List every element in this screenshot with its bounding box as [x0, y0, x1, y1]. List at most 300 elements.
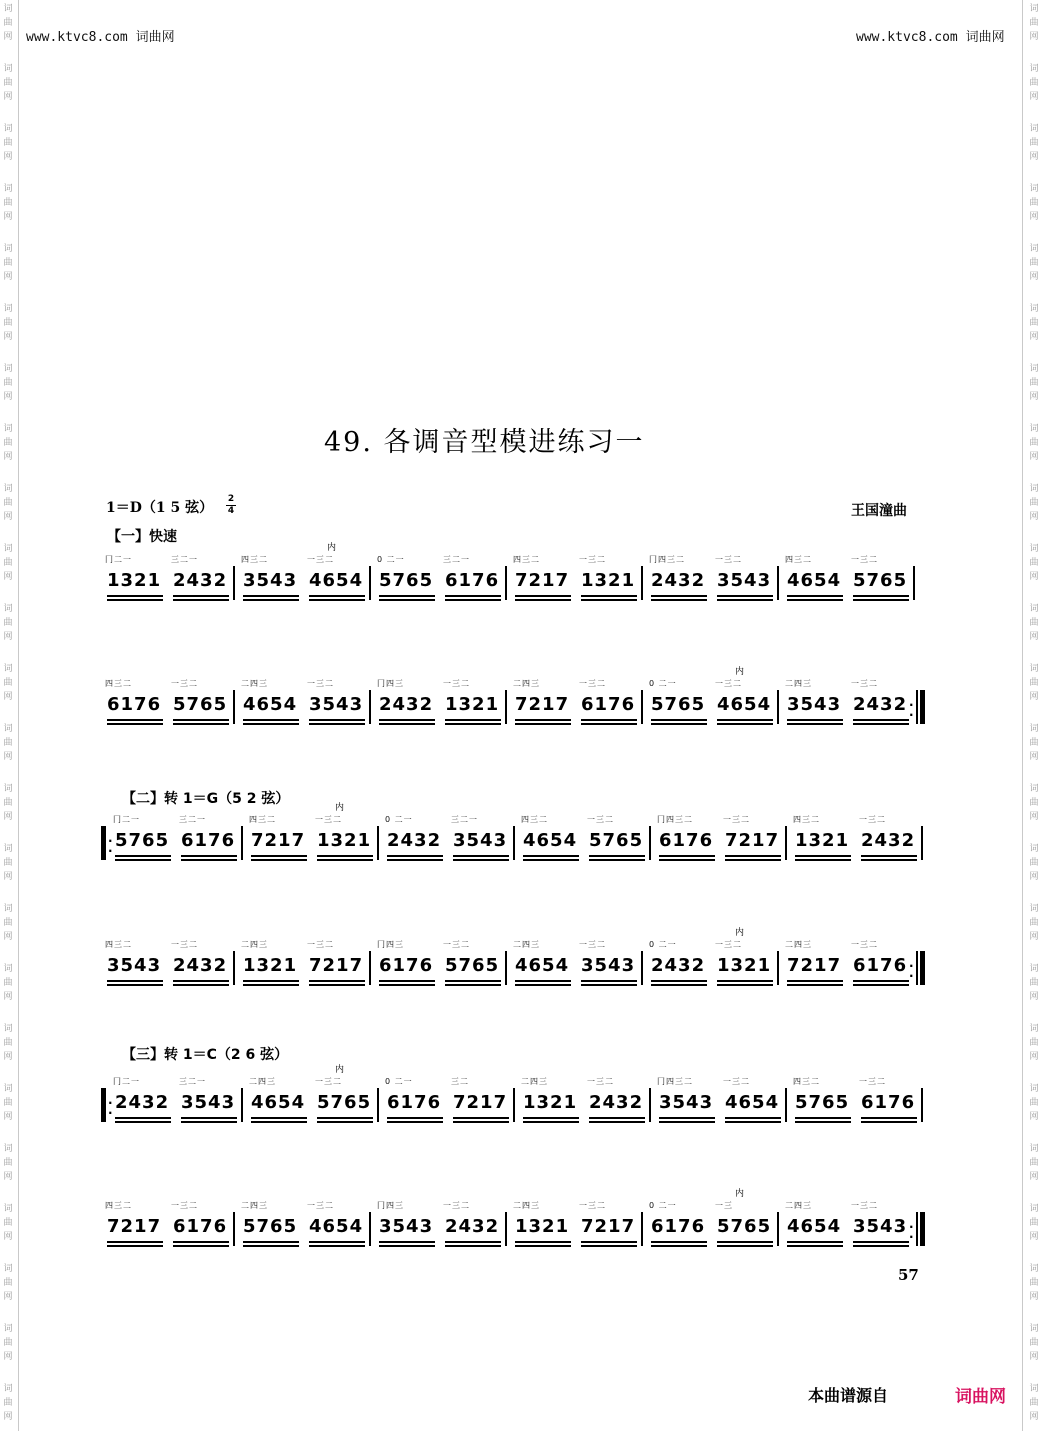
watermark-glyph: 曲: [1029, 18, 1039, 28]
watermark-glyph: 曲: [1029, 138, 1039, 148]
fingering-marks: 一三二: [579, 679, 606, 688]
watermark-glyph: 词: [1029, 364, 1039, 374]
watermark-glyph: 曲: [1029, 558, 1039, 568]
beam-line: [523, 859, 579, 861]
watermark-glyph: 网: [1029, 572, 1039, 582]
note-group: [443, 552, 505, 622]
fingering-marks: 一三二: [851, 1201, 878, 1210]
fingering-marks: 三二一: [451, 815, 478, 824]
watermark-glyph: 词: [1029, 544, 1039, 554]
fingering-marks: 一三二: [715, 555, 742, 564]
barline: [369, 690, 371, 724]
barline: [641, 1212, 643, 1246]
watermark-glyph: 网: [1029, 692, 1039, 702]
note-numbers: 7217: [309, 955, 364, 976]
note-group: [249, 1074, 311, 1144]
watermark-glyph: 词: [3, 1084, 13, 1094]
beam-line: [309, 1241, 365, 1243]
barline: [921, 1088, 923, 1122]
note-numbers: 5765: [317, 1092, 372, 1113]
fingering-marks: 0 二一: [385, 815, 413, 824]
note-numbers: 5765: [853, 570, 908, 591]
fingering-marks: 0 二一: [377, 555, 405, 564]
watermark-glyph: 词: [3, 1384, 13, 1394]
watermark-glyph: 网: [1029, 1172, 1039, 1182]
score-row: [105, 928, 920, 1007]
repeat-end-barline-thick: [920, 951, 925, 985]
beam-line: [787, 599, 843, 601]
beam-line: [523, 1121, 579, 1123]
beam-line: [725, 859, 781, 861]
watermark-glyph: 曲: [3, 1038, 13, 1048]
watermark-glyph: 曲: [1029, 1038, 1039, 1048]
beam-line: [309, 595, 365, 597]
beam-line: [379, 1245, 435, 1247]
note-numbers: 3543: [107, 955, 162, 976]
beam-line: [379, 595, 435, 597]
beam-line: [173, 719, 229, 721]
note-group: [315, 803, 377, 882]
beam-line: [725, 1121, 781, 1123]
note-group: [785, 676, 847, 746]
fingering-marks: 一三二: [443, 940, 470, 949]
beam-line: [309, 599, 365, 601]
beam-line: [861, 859, 917, 861]
note-group: [579, 676, 641, 746]
beam-line: [853, 595, 909, 597]
beam-line: [795, 1117, 851, 1119]
watermark-glyph: 词: [1029, 784, 1039, 794]
repeat-start-barline: [101, 1088, 106, 1122]
beam-line: [115, 1117, 171, 1119]
beam-line: [243, 1241, 299, 1243]
beam-line: [853, 984, 909, 986]
watermark-glyph: 网: [1029, 992, 1039, 1002]
beam-line: [581, 1241, 637, 1243]
watermark-glyph: 词: [1029, 484, 1039, 494]
watermark-glyph: 曲: [1029, 78, 1039, 88]
beam-line: [523, 855, 579, 857]
barline: [641, 690, 643, 724]
note-group: [521, 1074, 583, 1144]
beam-line: [309, 1245, 365, 1247]
beam-line: [861, 855, 917, 857]
note-numbers: 4654: [243, 694, 298, 715]
watermark-glyph: 词: [1029, 424, 1039, 434]
fingering-marks: 三二一: [179, 1077, 206, 1086]
beam-line: [107, 719, 163, 721]
beam-line: [717, 980, 773, 982]
note-numbers: 3543: [853, 1216, 908, 1237]
note-group: [451, 812, 513, 882]
watermark-glyph: 曲: [3, 1098, 13, 1108]
note-numbers: 3543: [453, 830, 508, 851]
watermark-glyph: 网: [3, 692, 13, 702]
note-group: [171, 676, 233, 746]
beam-line: [659, 1121, 715, 1123]
fingering-marks: 一三二: [851, 555, 878, 564]
watermark-glyph: 词: [3, 664, 13, 674]
note-group: [587, 812, 649, 882]
watermark-glyph: 曲: [3, 18, 13, 28]
note-numbers: 2432: [853, 694, 908, 715]
beam-line: [795, 859, 851, 861]
note-group: [859, 812, 921, 882]
watermark-glyph: 词: [1029, 304, 1039, 314]
watermark-glyph: 词: [1029, 844, 1039, 854]
watermark-glyph: 曲: [3, 1218, 13, 1228]
note-numbers: 2432: [651, 570, 706, 591]
barline: [785, 826, 787, 860]
fingering-marks: 一三二: [715, 940, 742, 949]
note-numbers: 2432: [379, 694, 434, 715]
watermark-glyph: 网: [1029, 1352, 1039, 1362]
beam-line: [387, 855, 443, 857]
note-group: [105, 1198, 167, 1268]
note-numbers: 6176: [379, 955, 434, 976]
note-group: [579, 552, 641, 622]
beam-line: [589, 855, 645, 857]
note-group: [723, 812, 785, 882]
note-numbers: 6176: [173, 1216, 228, 1237]
beam-line: [387, 1117, 443, 1119]
note-group: [851, 1198, 913, 1268]
repeat-start-barline: [101, 826, 106, 860]
note-numbers: 6176: [861, 1092, 916, 1113]
beam-line: [243, 595, 299, 597]
note-group: [785, 937, 847, 1007]
note-group: [249, 812, 311, 882]
watermark-glyph: 网: [3, 1412, 13, 1422]
watermark-glyph: 曲: [3, 498, 13, 508]
note-numbers: 5765: [717, 1216, 772, 1237]
note-group: [649, 552, 711, 622]
note-group: [443, 1198, 505, 1268]
note-numbers: 3543: [787, 694, 842, 715]
beam-line: [115, 1121, 171, 1123]
note-group: [307, 1198, 369, 1268]
watermark-glyph: 曲: [3, 1278, 13, 1288]
watermark-glyph: 词: [1029, 604, 1039, 614]
beam-line: [853, 980, 909, 982]
note-numbers: 7217: [515, 570, 570, 591]
beam-line: [853, 719, 909, 721]
note-group: [171, 937, 233, 1007]
barline: [641, 951, 643, 985]
watermark-glyph: 曲: [1029, 678, 1039, 688]
watermark-glyph: 网: [1029, 1232, 1039, 1242]
barline: [369, 1212, 371, 1246]
fingering-marks: 一三二: [579, 1201, 606, 1210]
fingering-marks: 二四三: [241, 1201, 268, 1210]
note-numbers: 5765: [795, 1092, 850, 1113]
watermark-glyph: 网: [1029, 92, 1039, 102]
note-numbers: 1321: [107, 570, 162, 591]
beam-line: [387, 1121, 443, 1123]
watermark-glyph: 网: [1029, 272, 1039, 282]
beam-line: [787, 980, 843, 982]
beam-line: [251, 859, 307, 861]
fingering-marks: 二四三: [521, 1077, 548, 1086]
fingering-marks: 四三二: [105, 679, 132, 688]
note-numbers: 5765: [651, 694, 706, 715]
fingering-marks: 二四三: [249, 1077, 276, 1086]
beam-line: [515, 980, 571, 982]
watermark-glyph: 曲: [1029, 618, 1039, 628]
watermark-glyph: 词: [1029, 1144, 1039, 1154]
fingering-marks: 一三二: [307, 555, 334, 564]
fingering-marks: 冂四三二: [657, 1077, 693, 1086]
note-numbers: 3543: [379, 1216, 434, 1237]
beam-line: [581, 1245, 637, 1247]
beam-line: [173, 723, 229, 725]
fingering-marks: 0 二一: [649, 679, 677, 688]
note-group: [715, 928, 777, 1007]
fingering-marks: 一三二: [851, 679, 878, 688]
watermark-glyph: 曲: [3, 378, 13, 388]
beam-line: [725, 1117, 781, 1119]
beam-line: [309, 984, 365, 986]
watermark-glyph: 词: [3, 1144, 13, 1154]
note-numbers: 2432: [173, 955, 228, 976]
note-numbers: 7217: [251, 830, 306, 851]
watermark-glyph: 词: [3, 1324, 13, 1334]
watermark-glyph: 曲: [3, 738, 13, 748]
note-numbers: 4654: [309, 570, 364, 591]
fingering-marks: 冂四三: [377, 940, 404, 949]
watermark-glyph: 曲: [3, 1158, 13, 1168]
watermark-glyph: 词: [3, 184, 13, 194]
watermark-glyph: 词: [1029, 1264, 1039, 1274]
note-group: [179, 812, 241, 882]
fingering-marks: 二四三: [785, 940, 812, 949]
beam-line: [651, 1241, 707, 1243]
note-numbers: 6176: [107, 694, 162, 715]
beam-line: [515, 1245, 571, 1247]
beam-line: [309, 980, 365, 982]
beam-line: [181, 1121, 237, 1123]
watermark-glyph: 词: [1029, 664, 1039, 674]
note-group: [451, 1074, 513, 1144]
watermark-glyph: 词: [3, 64, 13, 74]
beam-line: [853, 723, 909, 725]
beam-line: [581, 723, 637, 725]
watermark-glyph: 曲: [3, 918, 13, 928]
watermark-glyph: 曲: [3, 1338, 13, 1348]
watermark-glyph: 曲: [1029, 1218, 1039, 1228]
beam-line: [379, 980, 435, 982]
watermark-glyph: 曲: [3, 978, 13, 988]
note-group: [105, 676, 167, 746]
watermark-glyph: 曲: [3, 438, 13, 448]
watermark-glyph: 词: [1029, 1384, 1039, 1394]
watermark-glyph: 词: [3, 604, 13, 614]
fingering-marks: 四三二: [793, 1077, 820, 1086]
beam-line: [651, 980, 707, 982]
beam-line: [173, 595, 229, 597]
beam-line: [453, 855, 509, 857]
watermark-glyph: 网: [3, 932, 13, 942]
watermark-glyph: 网: [3, 32, 13, 42]
fingering-marks: 一三二: [859, 1077, 886, 1086]
watermark-glyph: 网: [3, 872, 13, 882]
beam-line: [717, 723, 773, 725]
barline: [369, 566, 371, 600]
watermark-glyph: 网: [1029, 872, 1039, 882]
watermark-glyph: 网: [3, 392, 13, 402]
section-heading-2: 【二】转 1＝G（5 2 弦）: [122, 791, 290, 807]
watermark-glyph: 词: [3, 544, 13, 554]
note-numbers: 6176: [659, 830, 714, 851]
section-heading-1: 【一】快速: [107, 529, 177, 545]
beam-line: [317, 855, 373, 857]
beam-line: [173, 1241, 229, 1243]
repeat-end-barline-thick: [920, 1212, 925, 1246]
note-numbers: 1321: [717, 955, 772, 976]
note-group: [241, 552, 303, 622]
fingering-marks: 一三二: [723, 1077, 750, 1086]
watermark-glyph: 曲: [1029, 978, 1039, 988]
watermark-glyph: 曲: [1029, 318, 1039, 328]
note-numbers: 1321: [243, 955, 298, 976]
watermark-glyph: 词: [1029, 124, 1039, 134]
fingering-marks: 四三二: [241, 555, 268, 564]
fingering-marks: 二四三: [513, 1201, 540, 1210]
fingering-marks: 一三二: [307, 679, 334, 688]
beam-line: [379, 984, 435, 986]
note-group: [385, 812, 447, 882]
beam-line: [515, 984, 571, 986]
fingering-marks: 四三二: [105, 940, 132, 949]
watermark-glyph: 曲: [3, 678, 13, 688]
note-numbers: 4654: [251, 1092, 306, 1113]
beam-line: [379, 1241, 435, 1243]
beam-line: [379, 723, 435, 725]
watermark-glyph: 词: [1029, 1024, 1039, 1034]
note-group: [377, 552, 439, 622]
fingering-marks: 一三二: [579, 555, 606, 564]
beam-line: [515, 719, 571, 721]
note-numbers: 2432: [445, 1216, 500, 1237]
watermark-glyph: 曲: [1029, 1338, 1039, 1348]
note-group: [859, 1074, 921, 1144]
note-group: [715, 1189, 777, 1268]
repeat-dots: · ·: [108, 834, 113, 858]
beam-line: [107, 1245, 163, 1247]
beam-line: [515, 599, 571, 601]
beam-line: [445, 599, 501, 601]
watermark-glyph: 网: [3, 1352, 13, 1362]
note-numbers: 5765: [243, 1216, 298, 1237]
fingering-marks: 一三二: [171, 940, 198, 949]
fingering-marks: 二四三: [785, 1201, 812, 1210]
fingering-marks: 二四三: [241, 940, 268, 949]
note-group: [793, 812, 855, 882]
note-group: [443, 676, 505, 746]
watermark-glyph: 曲: [3, 618, 13, 628]
note-group: [587, 1074, 649, 1144]
note-numbers: 5765: [379, 570, 434, 591]
watermark-glyph: 网: [3, 92, 13, 102]
repeat-end-barline-thin: [916, 1212, 918, 1246]
beam-line: [853, 599, 909, 601]
note-numbers: 5765: [589, 830, 644, 851]
note-group: [241, 937, 303, 1007]
left-watermark-strip: [0, 0, 16, 1431]
watermark-glyph: 曲: [1029, 858, 1039, 868]
beam-line: [445, 719, 501, 721]
beam-line: [651, 599, 707, 601]
fingering-marks: 冂二一: [105, 555, 132, 564]
beam-line: [515, 595, 571, 597]
note-numbers: 6176: [581, 694, 636, 715]
watermark-glyph: 曲: [3, 558, 13, 568]
beam-line: [445, 1241, 501, 1243]
note-numbers: 2432: [651, 955, 706, 976]
watermark-glyph: 曲: [1029, 1098, 1039, 1108]
fingering-marks: 一三: [715, 1201, 733, 1210]
beam-line: [107, 984, 163, 986]
note-group: [785, 1198, 847, 1268]
beam-line: [445, 723, 501, 725]
beam-line: [317, 1121, 373, 1123]
watermark-glyph: 网: [3, 332, 13, 342]
fingering-marks: 冂四三: [377, 1201, 404, 1210]
fingering-marks: 0 二一: [649, 1201, 677, 1210]
note-group: [307, 937, 369, 1007]
note-numbers: 3543: [243, 570, 298, 591]
barline: [233, 1212, 235, 1246]
note-group: [649, 937, 711, 1007]
note-numbers: 5765: [445, 955, 500, 976]
barline: [777, 566, 779, 600]
beam-line: [787, 595, 843, 597]
note-group: [657, 812, 719, 882]
watermark-glyph: 词: [3, 724, 13, 734]
watermark-glyph: 词: [3, 784, 13, 794]
watermark-glyph: 词: [1029, 4, 1039, 14]
note-group: [113, 1074, 175, 1144]
note-numbers: 1321: [445, 694, 500, 715]
beam-line: [181, 859, 237, 861]
beam-line: [173, 1245, 229, 1247]
note-group: [579, 937, 641, 1007]
watermark-glyph: 曲: [1029, 378, 1039, 388]
beam-line: [107, 723, 163, 725]
beam-line: [243, 723, 299, 725]
fingering-marks: 二四三: [241, 679, 268, 688]
watermark-glyph: 词: [1029, 1084, 1039, 1094]
watermark-glyph: 曲: [1029, 198, 1039, 208]
barline: [233, 566, 235, 600]
beam-line: [861, 1121, 917, 1123]
note-numbers: 4654: [787, 570, 842, 591]
watermark-glyph: 网: [1029, 512, 1039, 522]
watermark-glyph: 词: [1029, 184, 1039, 194]
source-brand: 词曲网: [955, 1387, 1006, 1407]
watermark-glyph: 词: [1029, 904, 1039, 914]
fingering-marks: 四三二: [105, 1201, 132, 1210]
time-signature-denominator: 4: [227, 506, 235, 516]
watermark-glyph: 词: [3, 4, 13, 14]
beam-line: [581, 719, 637, 721]
barline: [649, 1088, 651, 1122]
score-row: [105, 543, 920, 622]
fingering-marks: 冂二一: [113, 815, 140, 824]
watermark-glyph: 网: [1029, 1292, 1039, 1302]
beam-line: [717, 1245, 773, 1247]
watermark-glyph: 网: [3, 1112, 13, 1122]
